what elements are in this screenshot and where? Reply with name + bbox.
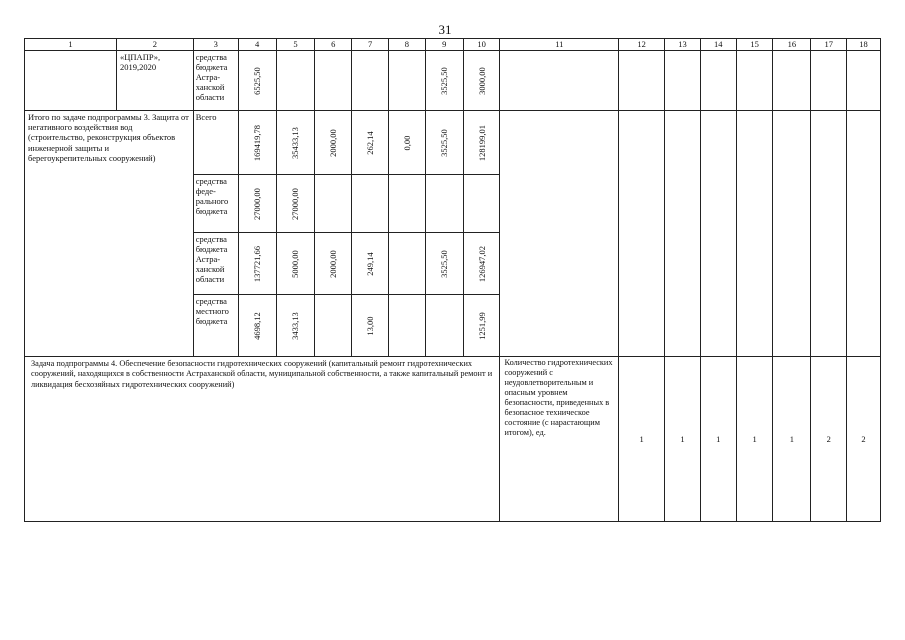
total-label: Итого по задаче подпрограммы 3. Защита от негативного воздействия вод (строительство, реконструкция объектов инженерной защиты и берегоукрепительных сооружений)	[28, 112, 189, 163]
amount-value: 27000,00	[290, 187, 301, 220]
amount-value: 137721,66	[252, 245, 263, 282]
amount-value: 249,14	[365, 251, 376, 276]
indicator-value: 1	[665, 357, 701, 522]
table-row	[25, 111, 881, 175]
indicator-value: 1	[619, 357, 665, 522]
org-name: «ЦПАПР», 2019,2020	[120, 52, 161, 73]
col-header: 17	[811, 39, 847, 51]
col-header: 10	[463, 39, 500, 51]
amount-value: 1251,99	[476, 311, 487, 340]
amount-value: 13,00	[365, 315, 376, 336]
col-header: 6	[315, 39, 352, 51]
col-header: 18	[847, 39, 881, 51]
amount-value: 4698,12	[252, 311, 263, 340]
funding-source: Всего	[195, 112, 217, 122]
column-number-row	[25, 39, 881, 51]
col-header: 8	[389, 39, 426, 51]
indicator-value: 1	[736, 357, 773, 522]
col-header: 11	[500, 39, 619, 51]
funding-source: средства феде-рального бюджета	[195, 176, 229, 217]
funding-source: средства бюджета Астра-ханской области	[195, 234, 228, 285]
amount-value: 2000,00	[328, 249, 339, 278]
table-row	[25, 51, 881, 111]
amount-value: 3000,00	[476, 66, 487, 95]
amount-value: 35433,13	[290, 126, 301, 159]
amount-value: 6525,50	[252, 66, 263, 95]
amount-value: 3525,50	[439, 66, 450, 95]
col-header: 7	[352, 39, 389, 51]
indicator-value: 2	[811, 357, 847, 522]
col-header: 2	[117, 39, 194, 51]
indicator-value: 1	[773, 357, 811, 522]
funding-source: средства бюджета Астра-ханской области	[195, 52, 228, 103]
amount-value: 169419,78	[252, 124, 263, 161]
col-header: 16	[773, 39, 811, 51]
col-header: 13	[665, 39, 701, 51]
col-header: 5	[276, 39, 315, 51]
table-row	[25, 357, 881, 522]
col-header: 4	[238, 39, 276, 51]
col-header: 9	[425, 39, 463, 51]
page-number: 31	[438, 22, 452, 37]
amount-value: 3525,50	[439, 128, 450, 157]
amount-value: 0,00	[401, 135, 412, 150]
funding-source: средства местного бюджета	[195, 296, 229, 327]
amount-value: 5000,00	[290, 249, 301, 278]
col-header: 15	[736, 39, 773, 51]
amount-value: 128199,01	[476, 124, 487, 161]
task4-description: Задача подпрограммы 4. Обеспечение безопасности гидротехнических сооружений (капитальный ремонт гидротехнических сооружений, находящихся в собственности Астраханской области, муниципальной собственности, а также капитальный ремонт и ликвидация бесхозяйных гидротехнических сооружений)	[31, 359, 493, 389]
indicator-value: 2	[847, 357, 881, 522]
indicator-value: 1	[700, 357, 736, 522]
amount-value: 2000,00	[328, 128, 339, 157]
col-header: 3	[193, 39, 238, 51]
amount-value: 3525,50	[439, 249, 450, 278]
col-header: 1	[25, 39, 117, 51]
budget-table	[24, 38, 881, 522]
amount-value: 27000,00	[252, 187, 263, 220]
indicator-text: Количество гидротехнических сооружений с неудовлетворительным и опасным уровнем безопасности, приведенных в безопасное техническое состояние (с нарастающим итогом), ед.	[504, 358, 613, 437]
col-header: 12	[619, 39, 665, 51]
amount-value: 262,14	[365, 130, 376, 155]
amount-value: 126947,02	[476, 245, 487, 282]
col-header: 14	[700, 39, 736, 51]
amount-value: 3433,13	[290, 311, 301, 340]
